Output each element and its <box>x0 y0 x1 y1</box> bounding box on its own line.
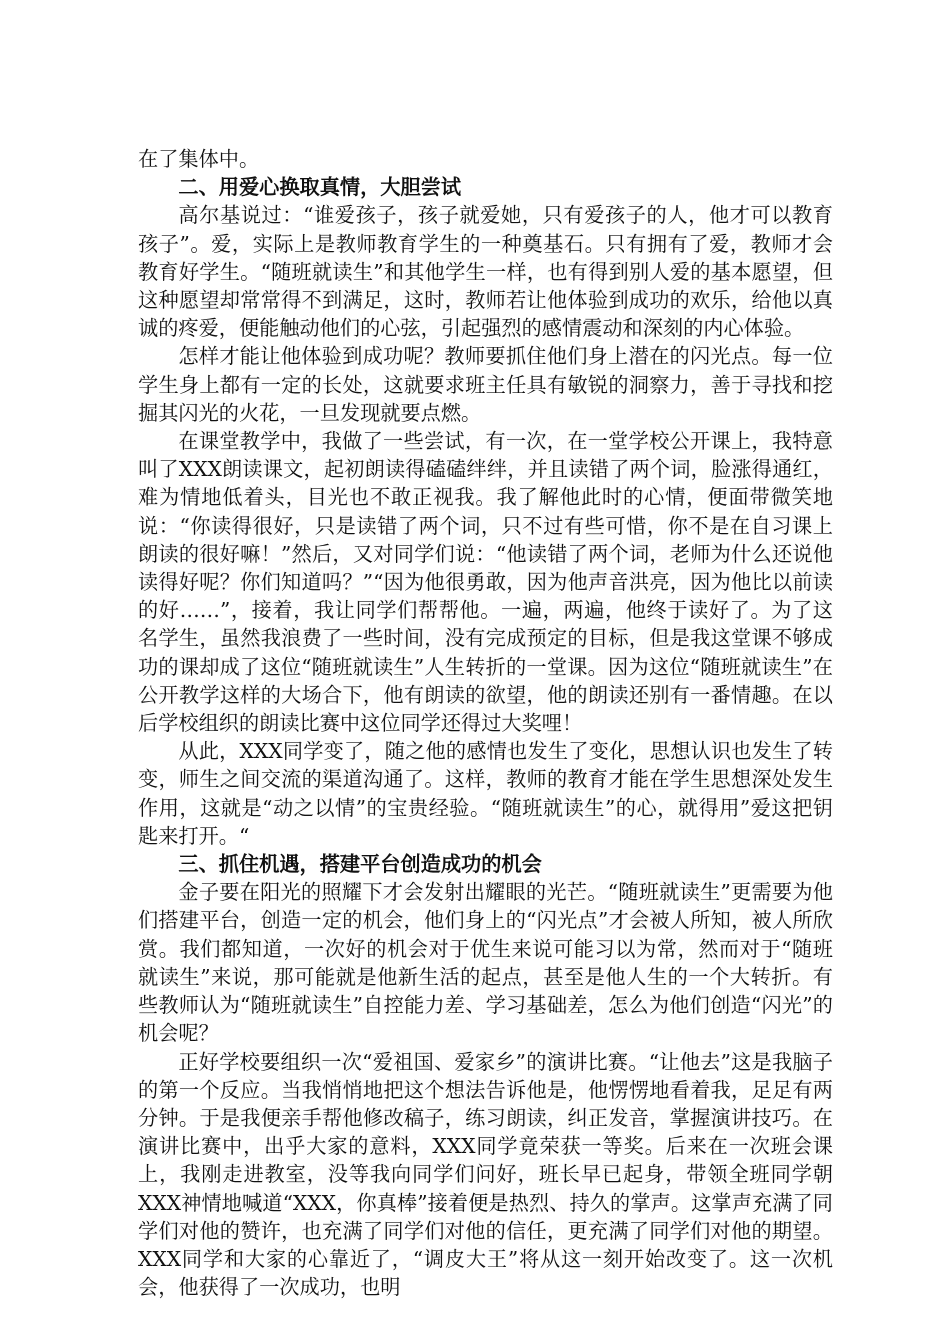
paragraph-platform: 金子要在阳光的照耀下才会发射出耀眼的光芒。“随班就读生”更需要为他们搭建平台，创造一定的机会，他们身上的“闪光点”才会被人所知，被人所欣赏。我们都知道，一次好的机会对于优生来说可能习以为常，然而对于“随班就读生”来说，那可能就是他新生活的起点，甚至是他人生的一个大转折。有些教师认为“随班就读生”自控能力差、学习基础差，怎么为他们创造“闪光”的机会呢？ <box>138 880 833 1046</box>
document-body <box>138 145 833 1301</box>
section-heading-2: 二、用爱心换取真情，大胆尝试 <box>178 175 462 200</box>
paragraph-continuation: 在了集体中。 <box>138 147 260 171</box>
paragraph-gorky-quote: 高尔基说过：“谁爱孩子，孩子就爱她，只有爱孩子的人，他才可以教育孩子”。爱，实际上是教师教育学生的一种奠基石。只有拥有了爱，教师才会教育好学生。“随班就读生”和其他学生一样，也有得到别人爱的基本愿望，但这种愿望却常常得不到满足，这时，教师若让他体验到成功的欢乐，给他以真诚的疼爱，便能触动他们的心弦，引起强烈的感情震动和深刻的内心体验。 <box>138 203 833 341</box>
paragraph-success-experience: 怎样才能让他体验到成功呢？教师要抓住他们身上潜在的闪光点。每一位学生身上都有一定的长处，这就要求班主任具有敏锐的洞察力，善于寻找和挖掘其闪光的火花，一旦发现就要点燃。 <box>138 344 833 425</box>
paragraph-classroom-attempt: 在课堂教学中，我做了一些尝试，有一次，在一堂学校公开课上，我特意叫了XXX朗读课文，起初朗读得磕磕绊绊，并且读错了两个词，脸涨得通红，难为情地低着头，目光也不敢正视我。我了解他此时的心情，便面带微笑地说：“你读得很好，只是读错了两个词，只不过有些可惜，你不是在自习课上朗读的很好嘛！”然后，又对同学们说：“他读错了两个词，老师为什么还说他读得好呢？你们知道吗？”“因为他很勇敢，因为他声音洪亮，因为他比以前读的好……”，接着，我让同学们帮帮他。一遍，两遍，他终于读好了。为了这名学生，虽然我浪费了一些时间，没有完成预定的目标，但是我这堂课不够成功的课却成了这位“随班就读生”人生转折的一堂课。因为这位“随班就读生”在公开教学这样的大场合下，他有朗读的欲望，他的朗读还别有一番情趣。在以后学校组织的朗读比赛中这位同学还得过大奖哩！ <box>138 429 833 736</box>
paragraph-speech-contest: 正好学校要组织一次“爱祖国、爱家乡”的演讲比赛。“让他去”这是我脑子的第一个反应。当我悄悄地把这个想法告诉他是，他愣愣地看着我，足足有两分钟。于是我便亲手帮他修改稿子，练习朗读，纠正发音，掌握演讲技巧。在演讲比赛中，出乎大家的意料，XXX同学竟荣获一等奖。后来在一次班会课上，我刚走进教室，没等我向同学们问好，班长早已起身，带领全班同学朝XXX神情地喊道“XXX，你真棒”接着便是热烈、持久的掌声。这掌声充满了同学们对他的赞许，也充满了同学们对他的信任，更充满了同学们对他的期望。XXX同学和大家的心靠近了，“调皮大王”将从这一刻开始改变了。这一次机会，他获得了一次成功，也明 <box>138 1049 833 1300</box>
paragraph-change: 从此，XXX同学变了，随之他的感情也发生了变化，思想认识也发生了转变，师生之间交流的渠道沟通了。这样，教师的教育才能在学生思想深处发生作用，这就是“动之以情”的宝贵经验。“随班就读生”的心，就得用”爱这把钥匙来打开。“ <box>138 739 833 848</box>
section-heading-3: 三、抓住机遇，搭建平台创造成功的机会 <box>178 852 542 877</box>
